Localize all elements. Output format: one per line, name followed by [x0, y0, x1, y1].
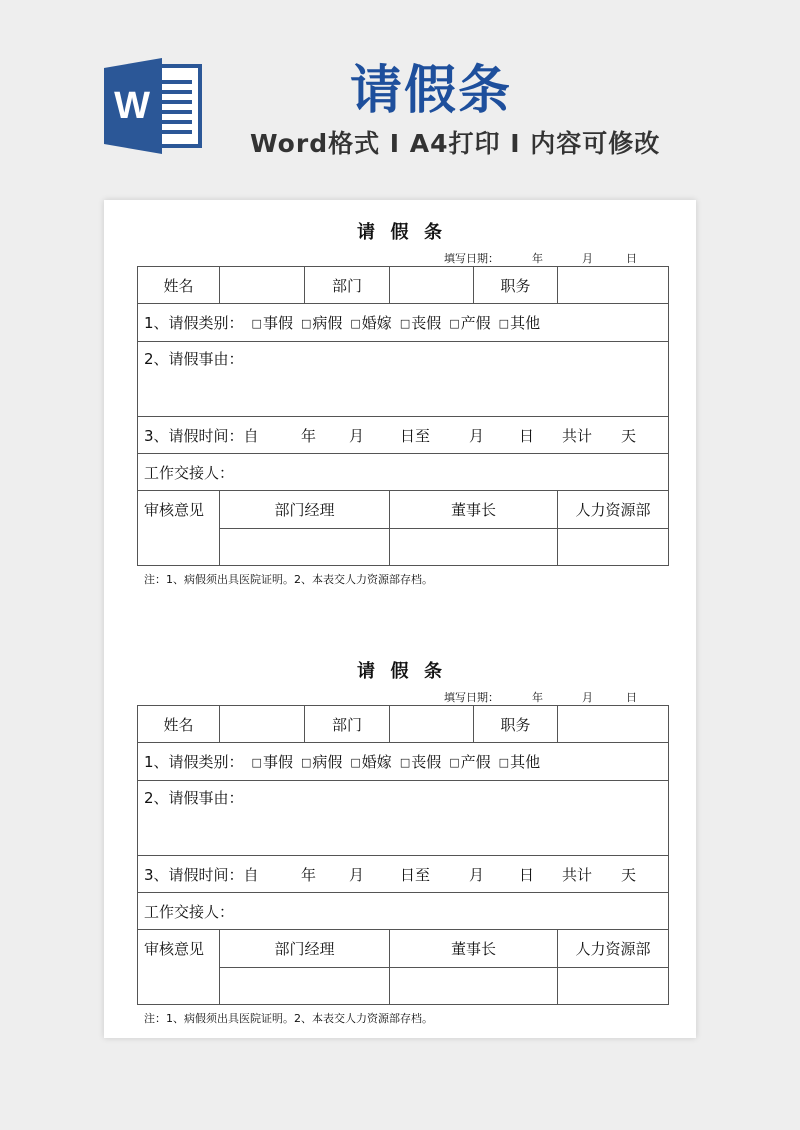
word-logo-icon — [104, 58, 204, 154]
leave-time-year: 年 — [300, 865, 316, 884]
reason-cell[interactable] — [138, 342, 669, 417]
chairman-label: 董事长 — [390, 930, 558, 968]
checkbox-marriage[interactable]: □ 婚嫁 — [350, 751, 391, 772]
fill-date-day: 日 — [626, 691, 637, 704]
dept-label: 部门 — [305, 267, 390, 304]
leave-time-day2: 日 — [518, 426, 534, 445]
leave-type-row — [138, 743, 669, 781]
form-note: 注：1、病假须出具医院证明。2、本表交人力资源部存档。 — [144, 573, 433, 586]
fill-date-label: 填写日期： — [444, 252, 499, 265]
position-label: 职务 — [474, 267, 558, 304]
leave-time-label: 3、请假时间：自 — [144, 865, 259, 884]
dept-label: 部门 — [305, 706, 390, 743]
checkbox-personal[interactable]: □ 事假 — [252, 312, 293, 333]
dept-manager-label: 部门经理 — [220, 491, 390, 529]
leave-time-month2: 月 — [468, 865, 484, 884]
leave-type-row — [138, 304, 669, 342]
fill-date-year: 年 — [532, 691, 543, 704]
position-field[interactable] — [558, 706, 669, 743]
checkbox-bereavement[interactable]: □ 丧假 — [400, 312, 441, 333]
dept-field[interactable] — [390, 706, 474, 743]
checkbox-other[interactable]: □ 其他 — [499, 751, 540, 772]
handover-cell[interactable] — [138, 454, 669, 491]
checkbox-other[interactable]: □ 其他 — [499, 312, 540, 333]
handover-label: 工作交接人： — [144, 902, 235, 921]
banner-subtitle: Word格式 I A4打印 I 内容可修改 — [250, 129, 661, 158]
reason-cell[interactable] — [138, 781, 669, 856]
leave-time-total: 共计 — [561, 426, 592, 445]
leave-time-day-to: 日至 — [399, 865, 430, 884]
name-label: 姓名 — [138, 267, 220, 304]
name-field[interactable] — [220, 267, 305, 304]
leave-time-row — [138, 856, 669, 893]
form-title: 请 假 条 — [356, 222, 444, 243]
leave-time-month: 月 — [348, 426, 364, 445]
dept-field[interactable] — [390, 267, 474, 304]
fill-date-month: 月 — [582, 252, 593, 265]
word-logo-letter: W — [114, 85, 150, 127]
checkbox-maternity[interactable]: □ 产假 — [449, 312, 490, 333]
checkbox-marriage[interactable]: □ 婚嫁 — [350, 312, 391, 333]
review-label: 审核意见 — [138, 491, 220, 566]
handover-label: 工作交接人： — [144, 463, 235, 482]
leave-form-2 — [104, 639, 696, 1059]
dept-manager-signature[interactable] — [220, 968, 390, 1005]
leave-form-1 — [104, 200, 696, 620]
leave-time-day2: 日 — [518, 865, 534, 884]
leave-type-label: 1、请假类别： — [144, 314, 244, 332]
hr-label: 人力资源部 — [558, 491, 669, 529]
leave-table — [137, 266, 669, 566]
dept-manager-signature[interactable] — [220, 529, 390, 566]
position-label: 职务 — [474, 706, 558, 743]
form-note: 注：1、病假须出具医院证明。2、本表交人力资源部存档。 — [144, 1012, 433, 1025]
reason-label: 2、请假事由： — [144, 350, 244, 368]
leave-time-days: 天 — [620, 865, 636, 884]
review-label: 审核意见 — [138, 930, 220, 1005]
fill-date-label: 填写日期： — [444, 691, 499, 704]
position-field[interactable] — [558, 267, 669, 304]
hr-label: 人力资源部 — [558, 930, 669, 968]
fill-date-year: 年 — [532, 252, 543, 265]
leave-time-month: 月 — [348, 865, 364, 884]
checkbox-sick[interactable]: □ 病假 — [301, 751, 342, 772]
leave-table — [137, 705, 669, 1005]
leave-type-label: 1、请假类别： — [144, 753, 244, 771]
checkbox-personal[interactable]: □ 事假 — [252, 751, 293, 772]
checkbox-maternity[interactable]: □ 产假 — [449, 751, 490, 772]
dept-manager-label: 部门经理 — [220, 930, 390, 968]
name-field[interactable] — [220, 706, 305, 743]
leave-time-total: 共计 — [561, 865, 592, 884]
fill-date-month: 月 — [582, 691, 593, 704]
checkbox-bereavement[interactable]: □ 丧假 — [400, 751, 441, 772]
name-label: 姓名 — [138, 706, 220, 743]
leave-time-month2: 月 — [468, 426, 484, 445]
document-page — [104, 200, 696, 1038]
leave-time-year: 年 — [300, 426, 316, 445]
banner-title: 请假条 — [350, 61, 513, 121]
leave-time-days: 天 — [620, 426, 636, 445]
leave-time-label: 3、请假时间：自 — [144, 426, 259, 445]
form-title: 请 假 条 — [356, 661, 444, 682]
chairman-signature[interactable] — [390, 529, 558, 566]
reason-label: 2、请假事由： — [144, 789, 244, 807]
leave-time-day-to: 日至 — [399, 426, 430, 445]
hr-signature[interactable] — [558, 529, 669, 566]
chairman-signature[interactable] — [390, 968, 558, 1005]
handover-cell[interactable] — [138, 893, 669, 930]
hr-signature[interactable] — [558, 968, 669, 1005]
fill-date-day: 日 — [626, 252, 637, 265]
checkbox-sick[interactable]: □ 病假 — [301, 312, 342, 333]
leave-time-row — [138, 417, 669, 454]
chairman-label: 董事长 — [390, 491, 558, 529]
